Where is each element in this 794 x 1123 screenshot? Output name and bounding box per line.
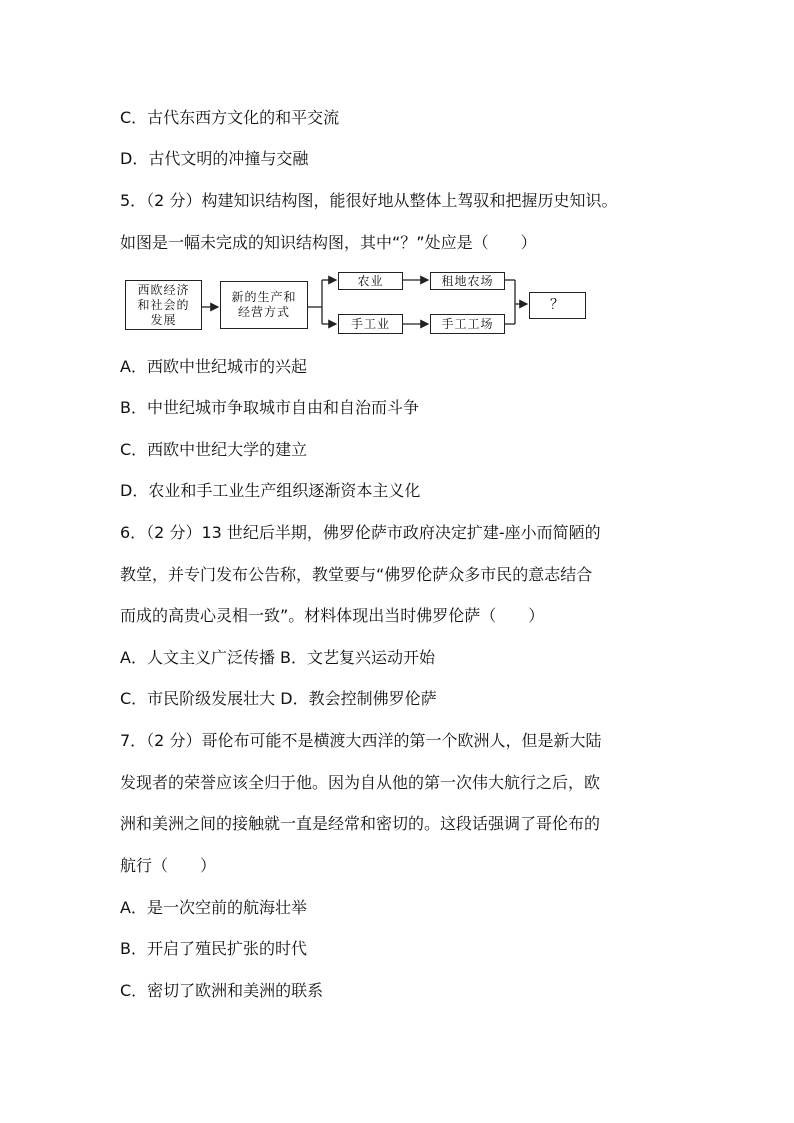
box-new-production-methods: 新的生产和 经营方式 [220, 281, 308, 329]
box-agriculture: 农业 [338, 272, 403, 290]
question-5-line-1: 5．（2 分）构建知识结构图，能很好地从整体上驾驭和把握历史知识。 [120, 191, 618, 210]
box-western-europe-economy: 西欧经济 和社会的 发展 [125, 280, 202, 330]
question-5-line-2: 如图是一幅未完成的知识结构图，其中“？”处应是（ ） [120, 233, 537, 252]
question-7-line-3: 洲和美洲之间的接触就一直是经常和密切的。这段话强调了哥伦布的 [120, 814, 601, 833]
option-a-q7: A．是一次空前的航海壮举 [120, 898, 307, 917]
options-cd-q6: C．市民阶级发展壮大 D．教会控制佛罗伦萨 [120, 689, 437, 708]
box-unknown: ？ [529, 292, 586, 319]
question-7-line-4: 航行（ ） [120, 856, 217, 875]
option-c-q7: C．密切了欧洲和美洲的联系 [120, 981, 324, 1000]
option-c-q4: C．古代东西方文化的和平交流 [120, 108, 340, 127]
option-a-q5: A．西欧中世纪城市的兴起 [120, 357, 307, 376]
question-6-line-1: 6．（2 分）13 世纪后半期，佛罗伦萨市政府决定扩建-座小而简陋的 [120, 523, 601, 542]
question-6-line-3: 而成的高贵心灵相一致”。材料体现出当时佛罗伦萨（ ） [120, 606, 545, 625]
question-7-line-2: 发现者的荣誉应该全归于他。因为自从他的第一次伟大航行之后，欧 [120, 773, 601, 792]
option-b-q5: B．中世纪城市争取城市自由和自治而斗争 [120, 398, 419, 417]
box-tenant-farm: 租地农场 [430, 272, 505, 290]
options-ab-q6: A．人文主义广泛传播 B．文艺复兴运动开始 [120, 648, 436, 667]
option-d-q4: D．古代文明的冲撞与交融 [120, 149, 309, 168]
question-6-line-2: 教堂，并专门发布公告称，教堂要与“佛罗伦萨众多市民的意志结合 [120, 565, 593, 584]
option-b-q7: B．开启了殖民扩张的时代 [120, 939, 307, 958]
question-7-line-1: 7．（2 分）哥伦布可能不是横渡大西洋的第一个欧洲人，但是新大陆 [120, 731, 602, 750]
option-d-q5: D．农业和手工业生产组织逐渐资本主义化 [120, 481, 421, 500]
option-c-q5: C．西欧中世纪大学的建立 [120, 440, 308, 459]
box-handicraft-workshop: 手工工场 [430, 314, 505, 334]
knowledge-structure-diagram [125, 272, 595, 342]
box-handicraft: 手工业 [338, 314, 403, 334]
